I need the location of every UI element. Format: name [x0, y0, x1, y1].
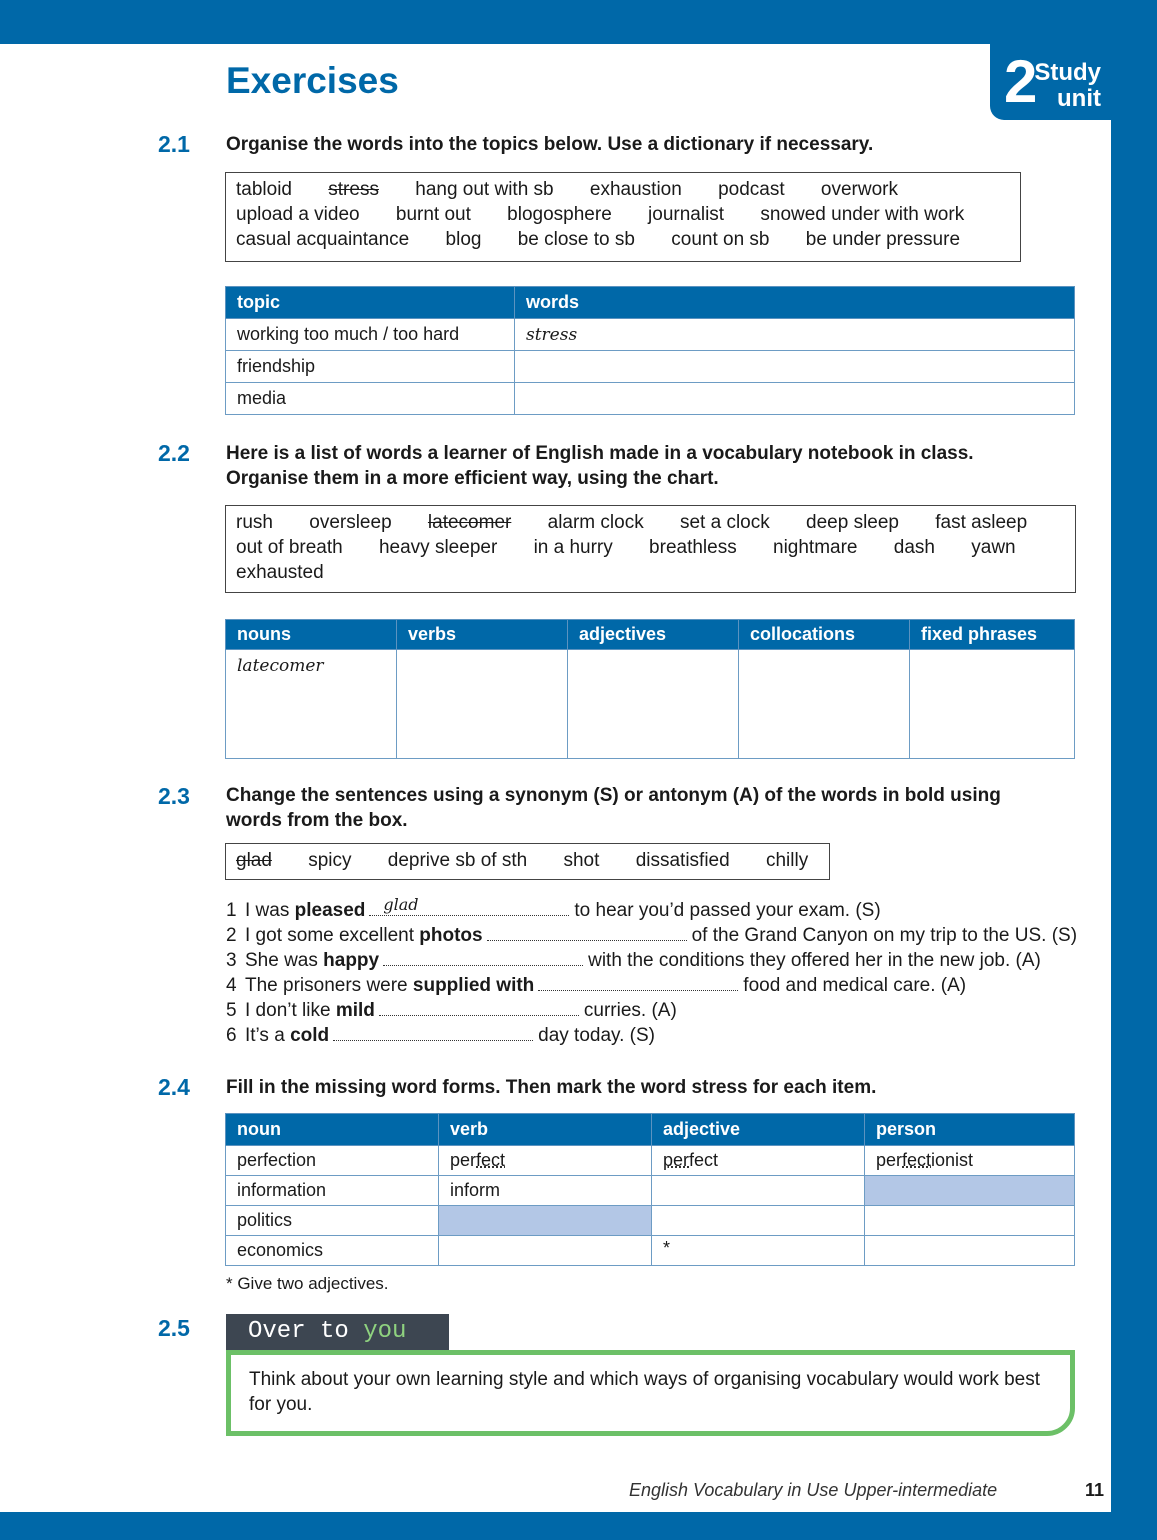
unit-label-line1: Study	[1034, 59, 1101, 86]
word: podcast	[718, 179, 785, 200]
word: set a clock	[679, 512, 770, 533]
nouns-answer-cell[interactable]: latecomer	[226, 650, 397, 759]
adjectives-answer-cell[interactable]	[568, 650, 739, 759]
instruction-line: Here is a list of words a learner of English made in a vocabulary notebook in class.	[226, 443, 974, 464]
adjective-answer-cell[interactable]	[652, 1176, 865, 1206]
word-crossed-out: glad	[236, 850, 272, 871]
adjective-cell: perfect	[652, 1146, 865, 1176]
instruction-line: Organise them in a more efficient way, using the chart.	[226, 468, 719, 489]
word: nightmare	[773, 537, 858, 558]
sentence-start: I don’t like	[245, 1000, 336, 1021]
word: deep sleep	[806, 512, 899, 533]
word: in a hurry	[533, 537, 613, 558]
word: fast asleep	[935, 512, 1028, 533]
exercise-2-1-instruction: Organise the words into the topics below. Use a dictionary if necessary.	[226, 134, 874, 155]
word: shot	[563, 850, 600, 871]
table-row	[226, 1146, 1075, 1176]
word-line	[236, 202, 1010, 227]
sentence-number: 5	[226, 1000, 237, 1021]
word: exhausted	[236, 562, 324, 583]
words-answer-cell[interactable]	[515, 383, 1075, 415]
adjective-answer-cell[interactable]	[652, 1206, 865, 1236]
sentence-end: curries. (A)	[583, 1000, 677, 1021]
page-number: 11	[1085, 1480, 1105, 1500]
exercise-2-1-topic-table	[225, 286, 1075, 415]
sentence-end: food and medical care. (A)	[743, 975, 967, 996]
answer-blank[interactable]	[369, 895, 569, 916]
bold-word: pleased	[294, 900, 366, 921]
table-header-row	[226, 1114, 1075, 1146]
word: upload a video	[236, 204, 360, 225]
prompt-line: Think about your own learning style and which ways of organising vocabulary would work best	[249, 1369, 1041, 1390]
sentence-start: It’s a	[245, 1025, 291, 1046]
sentence-number: 2	[226, 925, 237, 946]
word-line	[236, 227, 1010, 252]
topic-cell: media	[226, 383, 515, 415]
word-line	[236, 177, 1010, 202]
table-row	[226, 383, 1075, 415]
exercise-number-2-5: 2.5	[158, 1315, 190, 1341]
sentence-end: to hear you’d passed your exam. (S)	[574, 900, 881, 921]
exercise-number-2-2: 2.2	[158, 440, 190, 466]
exercise-number-2-3: 2.3	[158, 783, 190, 809]
noun-cell: politics	[226, 1206, 439, 1236]
word: casual acquaintance	[236, 229, 410, 250]
topic-cell: working too much / too hard	[226, 319, 515, 351]
words-answer-cell[interactable]	[515, 351, 1075, 383]
sentence-start: She was	[245, 950, 324, 971]
word: exhaustion	[589, 179, 682, 200]
sentence-start: I was	[245, 900, 295, 921]
column-header-noun: noun	[226, 1114, 439, 1146]
word-line	[236, 510, 1065, 535]
person-answer-cell[interactable]	[865, 1236, 1075, 1266]
word: journalist	[648, 204, 725, 225]
column-header-person: person	[865, 1114, 1075, 1146]
column-header-collocations: collocations	[739, 620, 910, 650]
word-line	[236, 535, 1065, 560]
word-line	[236, 848, 819, 873]
word: heavy sleeper	[378, 537, 498, 558]
sentence-number: 4	[226, 975, 237, 996]
topic-cell: friendship	[226, 351, 515, 383]
table-row	[226, 1176, 1075, 1206]
you-label: you	[363, 1318, 407, 1345]
word-line	[236, 560, 1065, 585]
exercise-2-2-word-box	[225, 505, 1076, 593]
verb-cell: inform	[439, 1176, 652, 1206]
exercise-2-3-sentences	[226, 895, 1078, 1048]
answer-blank[interactable]	[379, 1001, 579, 1016]
noun-cell: information	[226, 1176, 439, 1206]
word: dash	[893, 537, 935, 558]
word: yawn	[971, 537, 1016, 558]
column-header-adjectives: adjectives	[568, 620, 739, 650]
word: dissatisfied	[635, 850, 730, 871]
column-header-words: words	[515, 287, 1075, 319]
shaded-cell	[439, 1206, 652, 1236]
word: deprive sb of sth	[387, 850, 528, 871]
adjective-answer-cell[interactable]: *	[652, 1236, 865, 1266]
exercise-2-2-chart	[225, 619, 1075, 759]
sentence-number: 3	[226, 950, 237, 971]
answer-blank[interactable]	[487, 926, 687, 941]
bottom-border	[0, 1512, 1157, 1540]
word: snowed under with work	[760, 204, 965, 225]
column-header-verb: verb	[439, 1114, 652, 1146]
word-crossed-out: latecomer	[427, 512, 512, 533]
words-answer-cell[interactable]: stress	[515, 319, 1075, 351]
word: tabloid	[236, 179, 292, 200]
table-row	[226, 319, 1075, 351]
sentence-number: 6	[226, 1025, 237, 1046]
sentence	[226, 923, 1077, 948]
exercise-2-3-instruction	[226, 783, 1086, 833]
bold-word: photos	[419, 925, 483, 946]
exercise-2-2-instruction	[226, 441, 1086, 491]
exercise-2-3-word-box	[225, 843, 830, 880]
verb-answer-cell[interactable]	[439, 1236, 652, 1266]
column-header-topic: topic	[226, 287, 515, 319]
study-unit-tab	[990, 44, 1111, 120]
answer-blank[interactable]	[383, 951, 583, 966]
sentence	[226, 948, 1077, 973]
word: chilly	[765, 850, 809, 871]
word: count on sb	[671, 229, 770, 250]
column-header-verbs: verbs	[397, 620, 568, 650]
word: blog	[445, 229, 482, 250]
right-border	[1111, 0, 1157, 1540]
sentence-start: The prisoners were	[245, 975, 413, 996]
column-header-nouns: nouns	[226, 620, 397, 650]
unit-number: 2	[1004, 48, 1038, 115]
word: out of breath	[236, 537, 343, 558]
exercise-2-4-instruction: Fill in the missing word forms. Then mark the word stress for each item.	[226, 1077, 877, 1098]
answer-blank[interactable]	[538, 976, 738, 991]
word: be under pressure	[805, 229, 961, 250]
exercise-2-4-word-forms-table	[225, 1113, 1075, 1266]
sentence-start: I got some excellent	[245, 925, 420, 946]
fixed-phrases-answer-cell[interactable]	[910, 650, 1075, 759]
sentence	[226, 973, 1077, 998]
shaded-cell	[865, 1176, 1075, 1206]
sentence	[226, 998, 1077, 1023]
answer-blank[interactable]	[333, 1026, 533, 1041]
table-header-row	[226, 287, 1075, 319]
table-row	[226, 650, 1075, 759]
over-to-you-box	[226, 1350, 1075, 1436]
page-title: Exercises	[226, 60, 399, 101]
word: blogosphere	[507, 204, 612, 225]
collocations-answer-cell[interactable]	[739, 650, 910, 759]
exercise-2-1-word-box	[225, 172, 1021, 262]
over-to-label: Over to	[248, 1318, 364, 1345]
sentence-end: day today. (S)	[538, 1025, 655, 1046]
table-row	[226, 1206, 1075, 1236]
handwritten-answer: glad	[383, 895, 419, 914]
noun-cell: perfection	[226, 1146, 439, 1176]
table-header-row	[226, 620, 1075, 650]
exercise-number-2-1: 2.1	[158, 131, 190, 157]
over-to-you-tab	[226, 1314, 449, 1350]
word: alarm clock	[547, 512, 644, 533]
table-row	[226, 351, 1075, 383]
word: oversleep	[309, 512, 392, 533]
word-crossed-out: stress	[328, 179, 379, 200]
instruction-line: words from the box.	[226, 810, 408, 831]
verb-cell: perfect	[439, 1146, 652, 1176]
instruction-line: Change the sentences using a synonym (S) or antonym (A) of the words in bold using	[226, 785, 1001, 806]
unit-label-line2: unit	[1057, 85, 1101, 112]
prompt-line: for you.	[249, 1394, 313, 1415]
word: rush	[236, 512, 273, 533]
sentence-number: 1	[226, 900, 237, 921]
sentence	[226, 1023, 1077, 1048]
table-row	[226, 1236, 1075, 1266]
person-cell: perfectionist	[865, 1146, 1075, 1176]
word: breathless	[649, 537, 737, 558]
footnote: * Give two adjectives.	[226, 1274, 389, 1293]
word: burnt out	[395, 204, 471, 225]
word: be close to sb	[517, 229, 635, 250]
sentence-end: with the conditions they offered her in the new job. (A)	[588, 950, 1041, 971]
book-title: English Vocabulary in Use Upper-intermediate	[629, 1480, 998, 1500]
word: hang out with sb	[415, 179, 554, 200]
sentence	[226, 895, 1077, 923]
bold-word: mild	[335, 1000, 375, 1021]
bold-word: cold	[290, 1025, 330, 1046]
bold-word: happy	[323, 950, 380, 971]
column-header-adjective: adjective	[652, 1114, 865, 1146]
column-header-fixed-phrases: fixed phrases	[910, 620, 1075, 650]
exercise-number-2-4: 2.4	[158, 1074, 190, 1100]
bold-word: supplied with	[412, 975, 535, 996]
top-border	[0, 0, 1157, 44]
word: spicy	[308, 850, 352, 871]
person-answer-cell[interactable]	[865, 1206, 1075, 1236]
word: overwork	[820, 179, 898, 200]
verbs-answer-cell[interactable]	[397, 650, 568, 759]
sentence-end: of the Grand Canyon on my trip to the US. (S)	[691, 925, 1078, 946]
noun-cell: economics	[226, 1236, 439, 1266]
